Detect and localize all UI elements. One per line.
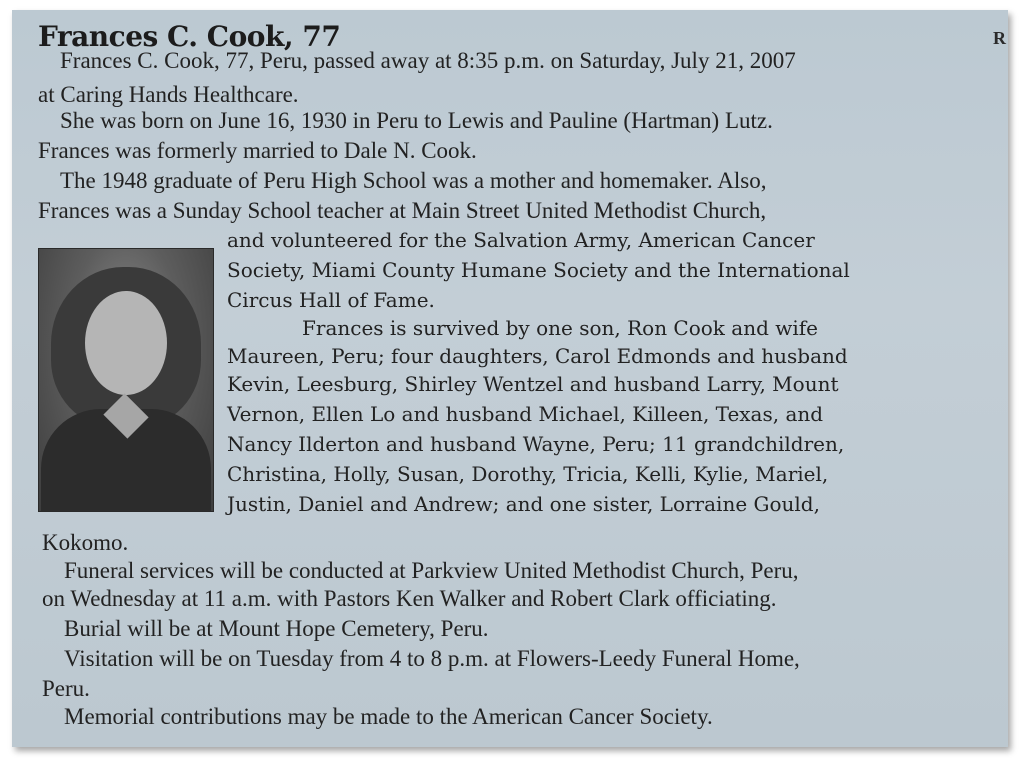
body-line: Nancy Ilderton and husband Wayne, Peru; 11 grandchildren, [227,432,845,456]
body-line: Burial will be at Mount Hope Cemetery, Peru. [64,616,489,641]
body-line: Maureen, Peru; four daughters, Carol Edmonds and husband [227,344,848,368]
body-line: She was born on June 16, 1930 in Peru to Lewis and Pauline (Hartman) Lutz. [60,108,773,133]
body-line: and volunteered for the Salvation Army, American Cancer [227,228,815,252]
body-line: Kokomo. [42,530,129,555]
body-line: Funeral services will be conducted at Parkview United Methodist Church, Peru, [64,558,799,583]
body-line: Frances was a Sunday School teacher at Main Street United Methodist Church, [38,198,767,223]
body-line: Circus Hall of Fame. [227,288,435,312]
body-line: Frances C. Cook, 77, Peru, passed away at 8:35 p.m. on Saturday, July 21, 2007 [60,48,796,73]
body-line: Visitation will be on Tuesday from 4 to 8 p.m. at Flowers-Leedy Funeral Home, [64,646,800,671]
body-line: Society, Miami County Humane Society and the International [227,258,850,282]
body-line: at Caring Hands Healthcare. [38,82,299,107]
body-line: on Wednesday at 11 a.m. with Pastors Ken Walker and Robert Clark officiating. [42,586,777,611]
newspaper-clipping [12,10,1008,747]
body-line: Vernon, Ellen Lo and husband Michael, Killeen, Texas, and [227,402,824,426]
body-line: Memorial contributions may be made to the American Cancer Society. [64,704,713,729]
body-line: Peru. [42,676,90,701]
body-line: Christina, Holly, Susan, Dorothy, Tricia, Kelli, Kylie, Mariel, [227,462,829,486]
body-line: The 1948 graduate of Peru High School was a mother and homemaker. Also, [60,168,767,193]
obituary-headline: Frances C. Cook, 77 [38,20,341,53]
body-line: Frances was formerly married to Dale N. Cook. [38,138,477,163]
body-line: Frances is survived by one son, Ron Cook and wife [302,316,819,340]
body-line: Kevin, Leesburg, Shirley Wentzel and husband Larry, Mount [227,372,839,396]
adjacent-column-fragment: R [993,28,1006,48]
body-line: Justin, Daniel and Andrew; and one sister, Lorraine Gould, [227,492,820,516]
portrait-photo [38,248,214,512]
